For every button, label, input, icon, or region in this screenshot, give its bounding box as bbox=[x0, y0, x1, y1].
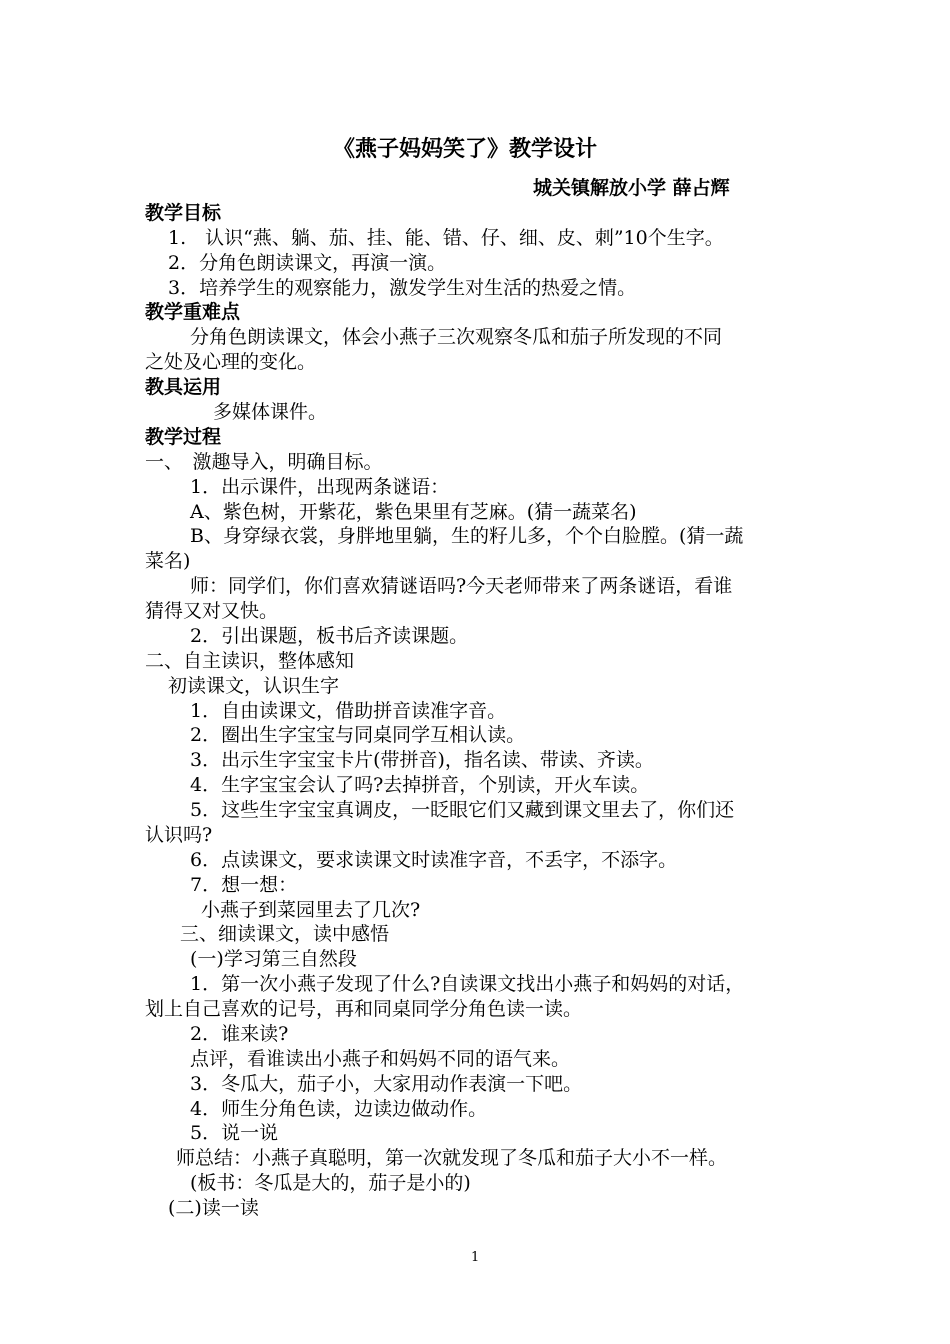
process-line: 5．说一说 bbox=[190, 1122, 279, 1144]
process-line: 小燕子到菜园里去了几次? bbox=[201, 899, 421, 921]
process-heading: 教学过程 bbox=[145, 426, 222, 448]
paragraph-line: 之处及心理的变化。 bbox=[145, 351, 317, 373]
process-line: 点评，看谁读出小燕子和妈妈不同的语气来。 bbox=[190, 1048, 571, 1070]
objective-item: 3．培养学生的观察能力，激发学生对生活的热爱之情。 bbox=[168, 277, 637, 299]
tools-heading: 教具运用 bbox=[145, 376, 222, 398]
process-line: (板书：冬瓜是大的，茄子是小的) bbox=[190, 1172, 471, 1194]
process-line: 初读课文，认识生字 bbox=[168, 675, 340, 697]
process-line: 2．引出课题，板书后齐读课题。 bbox=[190, 625, 469, 647]
process-line: 师：同学们，你们喜欢猜谜语吗?今天老师带来了两条谜语，看谁 bbox=[190, 575, 733, 597]
paragraph-line: 分角色朗读课文，体会小燕子三次观察冬瓜和茄子所发现的不同 bbox=[190, 326, 723, 348]
process-line: 认识吗? bbox=[145, 824, 213, 846]
process-line: 1．出示课件，出现两条谜语： bbox=[190, 476, 450, 498]
process-line: 7．想一想： bbox=[190, 874, 298, 896]
paragraph-line: 多媒体课件。 bbox=[213, 401, 328, 423]
process-line: 二、自主读识，整体感知 bbox=[145, 650, 355, 672]
objective-item: 1. 认识“燕、躺、茄、挂、能、错、仔、细、皮、刺”10个生字。 bbox=[168, 227, 724, 249]
process-line: 1．自由读课文，借助拼音读准字音。 bbox=[190, 700, 507, 722]
process-line: 划上自己喜欢的记号，再和同桌同学分角色读一读。 bbox=[145, 998, 583, 1020]
process-line: 5．这些生字宝宝真调皮，一眨眼它们又藏到课文里去了，你们还 bbox=[190, 799, 735, 821]
process-line: 4．师生分角色读，边读边做动作。 bbox=[190, 1098, 488, 1120]
process-line: 3．出示生字宝宝卡片(带拼音)，指名读、带读、齐读。 bbox=[190, 749, 654, 771]
key-points-heading: 教学重难点 bbox=[145, 301, 241, 323]
page-number: 1 bbox=[471, 1250, 480, 1265]
doc-title: 《燕子妈妈笑了》教学设计 bbox=[333, 137, 598, 162]
process-line: 师总结：小燕子真聪明，第一次就发现了冬瓜和茄子大小不一样。 bbox=[176, 1147, 728, 1169]
process-line: 2．圈出生字宝宝与同桌同学互相认读。 bbox=[190, 724, 526, 746]
process-line: 4．生字宝宝会认了吗?去掉拼音，个别读，开火车读。 bbox=[190, 774, 650, 796]
process-line: 三、细读课文，读中感悟 bbox=[180, 923, 390, 945]
process-line: 菜名) bbox=[145, 550, 191, 572]
process-line: (二)读一读 bbox=[168, 1197, 259, 1219]
doc-author: 城关镇解放小学 薛占辉 bbox=[533, 177, 730, 199]
process-line: 一、 激趣导入，明确目标。 bbox=[145, 451, 383, 473]
process-line: A、紫色树，开紫花，紫色果里有芝麻。(猜一蔬菜名) bbox=[190, 501, 637, 523]
process-line: B、身穿绿衣裳，身胖地里躺，生的籽儿多，个个白脸膛。(猜一蔬 bbox=[190, 525, 744, 547]
process-line: 3．冬瓜大，茄子小，大家用动作表演一下吧。 bbox=[190, 1073, 583, 1095]
process-line: 6．点读课文，要求读课文时读准字音，不丢字，不添字。 bbox=[190, 849, 678, 871]
process-line: 1．第一次小燕子发现了什么?自读课文找出小燕子和妈妈的对话， bbox=[190, 973, 745, 995]
process-line: (一)学习第三自然段 bbox=[190, 948, 357, 970]
process-line: 猜得又对又快。 bbox=[145, 600, 279, 622]
objective-item: 2．分角色朗读课文，再演一演。 bbox=[168, 252, 447, 274]
objectives-heading: 教学目标 bbox=[145, 202, 222, 224]
process-line: 2．谁来读? bbox=[190, 1023, 289, 1045]
